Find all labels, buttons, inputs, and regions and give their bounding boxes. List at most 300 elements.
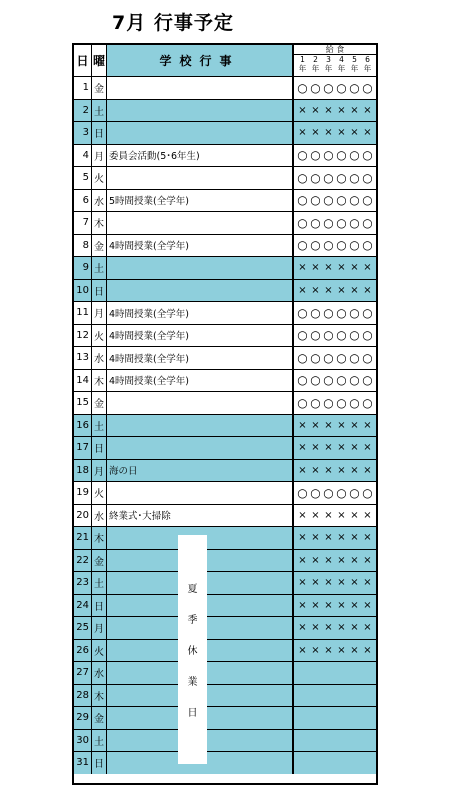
meal-none-mark: × [337, 532, 346, 544]
table-row [74, 346, 376, 369]
day-cell: 2 [74, 100, 92, 122]
meal-served-mark: ○ [362, 170, 373, 185]
meal-none-mark: × [337, 127, 346, 139]
table-row [74, 166, 376, 189]
meal-cell [294, 617, 376, 639]
event-cell: 終業式･大掃除 [107, 505, 294, 527]
day-cell: 26 [74, 640, 92, 662]
grade-unit: 年 [363, 64, 372, 73]
meal-none-mark: × [311, 262, 320, 274]
day-cell: 7 [74, 212, 92, 234]
day-cell: 14 [74, 370, 92, 392]
event-cell [107, 280, 294, 302]
meal-served-mark: ○ [362, 238, 373, 253]
weekday-cell: 水 [92, 190, 107, 212]
meal-none-mark: × [324, 577, 333, 589]
weekday-cell: 月 [92, 617, 107, 639]
meal-cell [294, 595, 376, 617]
grade-number: 3 [326, 55, 331, 64]
table-row [74, 729, 376, 752]
table-row [74, 639, 376, 662]
day-cell: 1 [74, 77, 92, 99]
header-day: 日 [74, 45, 92, 76]
meal-none-mark: × [311, 127, 320, 139]
day-cell: 30 [74, 730, 92, 752]
meal-none-mark: × [350, 554, 359, 566]
meal-served-mark: ○ [323, 305, 334, 320]
meal-served-mark: ○ [297, 373, 308, 388]
table-row [74, 571, 376, 594]
meal-served-mark: ○ [349, 395, 360, 410]
meal-none-mark: × [298, 599, 307, 611]
meal-none-mark: × [298, 284, 307, 296]
meal-served-mark: ○ [362, 395, 373, 410]
event-cell [107, 100, 294, 122]
meal-served-mark: ○ [323, 350, 334, 365]
meal-none-mark: × [324, 599, 333, 611]
event-cell [107, 212, 294, 234]
day-cell: 24 [74, 595, 92, 617]
table-row [74, 414, 376, 437]
meal-none-mark: × [311, 419, 320, 431]
table-row [74, 526, 376, 549]
meal-cell [294, 437, 376, 459]
day-cell: 31 [74, 752, 92, 774]
meal-none-mark: × [337, 419, 346, 431]
meal-served-mark: ○ [323, 80, 334, 95]
meal-cell [294, 145, 376, 167]
meal-cell [294, 392, 376, 414]
table-row [74, 436, 376, 459]
table-row [74, 279, 376, 302]
meal-cell [294, 662, 376, 684]
schedule-table [72, 43, 378, 785]
meal-served-mark: ○ [336, 238, 347, 253]
meal-cell [294, 280, 376, 302]
meal-served-mark: ○ [323, 373, 334, 388]
meal-none-mark: × [311, 509, 320, 521]
table-row [74, 459, 376, 482]
meal-none-mark: × [337, 464, 346, 476]
meal-none-mark: × [337, 284, 346, 296]
summer-vacation-label [178, 535, 207, 764]
meal-cell [294, 77, 376, 99]
event-cell [107, 392, 294, 414]
meal-served-mark: ○ [297, 170, 308, 185]
day-cell: 17 [74, 437, 92, 459]
meal-none-mark: × [363, 509, 372, 521]
grade-unit: 年 [311, 64, 320, 73]
meal-none-mark: × [337, 554, 346, 566]
meal-served-mark: ○ [349, 80, 360, 95]
event-cell [107, 167, 294, 189]
weekday-cell: 月 [92, 460, 107, 482]
meal-served-mark: ○ [310, 215, 321, 230]
meal-none-mark: × [337, 262, 346, 274]
meal-none-mark: × [350, 577, 359, 589]
meal-none-mark: × [363, 464, 372, 476]
meal-served-mark: ○ [349, 215, 360, 230]
meal-served-mark: ○ [310, 170, 321, 185]
meal-none-mark: × [350, 262, 359, 274]
meal-served-mark: ○ [310, 305, 321, 320]
meal-served-mark: ○ [362, 485, 373, 500]
grade-number: 4 [339, 55, 344, 64]
meal-cell [294, 730, 376, 752]
day-cell: 20 [74, 505, 92, 527]
weekday-cell: 木 [92, 527, 107, 549]
summer-label-char: 業 [187, 677, 198, 688]
grade-header [336, 55, 348, 73]
meal-none-mark: × [350, 442, 359, 454]
meal-none-mark: × [350, 532, 359, 544]
day-cell: 12 [74, 325, 92, 347]
event-cell: 4時間授業(全学年) [107, 325, 294, 347]
event-cell [107, 482, 294, 504]
meal-none-mark: × [298, 532, 307, 544]
meal-cell [294, 505, 376, 527]
meal-none-mark: × [350, 104, 359, 116]
meal-none-mark: × [324, 622, 333, 634]
meal-served-mark: ○ [362, 373, 373, 388]
weekday-cell: 土 [92, 257, 107, 279]
meal-none-mark: × [363, 532, 372, 544]
day-cell: 9 [74, 257, 92, 279]
day-cell: 29 [74, 707, 92, 729]
meal-none-mark: × [298, 644, 307, 656]
meal-cell [294, 640, 376, 662]
meal-none-mark: × [311, 442, 320, 454]
meal-served-mark: ○ [336, 395, 347, 410]
meal-cell [294, 302, 376, 324]
day-cell: 3 [74, 122, 92, 144]
meal-served-mark: ○ [349, 193, 360, 208]
meal-none-mark: × [363, 442, 372, 454]
event-cell: 4時間授業(全学年) [107, 302, 294, 324]
meal-served-mark: ○ [297, 238, 308, 253]
meal-served-mark: ○ [349, 328, 360, 343]
meal-served-mark: ○ [349, 170, 360, 185]
meal-served-mark: ○ [297, 148, 308, 163]
meal-none-mark: × [337, 104, 346, 116]
meal-none-mark: × [298, 464, 307, 476]
meal-none-mark: × [311, 554, 320, 566]
grade-header [349, 55, 361, 73]
grade-header [310, 55, 322, 73]
table-row [74, 211, 376, 234]
table-row [74, 706, 376, 729]
event-cell: 4時間授業(全学年) [107, 235, 294, 257]
event-cell: 4時間授業(全学年) [107, 347, 294, 369]
meal-none-mark: × [298, 127, 307, 139]
weekday-cell: 金 [92, 77, 107, 99]
table-row [74, 189, 376, 212]
event-cell: 5時間授業(全学年) [107, 190, 294, 212]
day-cell: 10 [74, 280, 92, 302]
meal-served-mark: ○ [336, 328, 347, 343]
event-cell [107, 122, 294, 144]
weekday-cell: 月 [92, 145, 107, 167]
table-row [74, 121, 376, 144]
summer-label-char: 日 [187, 708, 198, 719]
day-cell: 15 [74, 392, 92, 414]
meal-title: 給 食 [294, 45, 376, 55]
meal-served-mark: ○ [310, 328, 321, 343]
weekday-cell: 土 [92, 572, 107, 594]
meal-cell [294, 212, 376, 234]
table-row [74, 751, 376, 774]
meal-cell [294, 325, 376, 347]
meal-served-mark: ○ [349, 305, 360, 320]
meal-served-mark: ○ [349, 350, 360, 365]
meal-none-mark: × [311, 622, 320, 634]
meal-cell [294, 122, 376, 144]
meal-served-mark: ○ [336, 170, 347, 185]
weekday-cell: 水 [92, 505, 107, 527]
day-cell: 19 [74, 482, 92, 504]
event-cell: 海の日 [107, 460, 294, 482]
event-cell [107, 437, 294, 459]
meal-none-mark: × [350, 464, 359, 476]
meal-none-mark: × [311, 644, 320, 656]
meal-served-mark: ○ [362, 305, 373, 320]
meal-cell [294, 167, 376, 189]
meal-none-mark: × [324, 284, 333, 296]
meal-none-mark: × [311, 464, 320, 476]
summer-label-char: 夏 [187, 584, 198, 595]
weekday-cell: 土 [92, 415, 107, 437]
meal-served-mark: ○ [323, 170, 334, 185]
meal-none-mark: × [324, 104, 333, 116]
weekday-cell: 日 [92, 280, 107, 302]
meal-cell [294, 707, 376, 729]
meal-served-mark: ○ [362, 215, 373, 230]
day-cell: 27 [74, 662, 92, 684]
meal-none-mark: × [311, 577, 320, 589]
grade-unit: 年 [350, 64, 359, 73]
meal-cell [294, 685, 376, 707]
table-row [74, 324, 376, 347]
grade-number: 1 [300, 55, 305, 64]
meal-cell [294, 100, 376, 122]
meal-none-mark: × [350, 644, 359, 656]
meal-served-mark: ○ [336, 305, 347, 320]
table-row [74, 99, 376, 122]
meal-served-mark: ○ [336, 148, 347, 163]
table-row [74, 76, 376, 99]
meal-served-mark: ○ [349, 148, 360, 163]
meal-none-mark: × [324, 419, 333, 431]
meal-served-mark: ○ [336, 80, 347, 95]
summer-label-char: 休 [187, 646, 198, 657]
event-cell [107, 77, 294, 99]
table-row [74, 256, 376, 279]
meal-cell [294, 257, 376, 279]
meal-none-mark: × [298, 104, 307, 116]
meal-served-mark: ○ [297, 328, 308, 343]
meal-none-mark: × [350, 284, 359, 296]
header-events: 学校行事 [107, 45, 294, 76]
table-row [74, 661, 376, 684]
meal-none-mark: × [324, 509, 333, 521]
meal-none-mark: × [324, 464, 333, 476]
weekday-cell: 木 [92, 370, 107, 392]
header-weekday: 曜 [92, 45, 107, 76]
meal-served-mark: ○ [310, 485, 321, 500]
weekday-cell: 金 [92, 392, 107, 414]
meal-served-mark: ○ [323, 238, 334, 253]
meal-none-mark: × [350, 419, 359, 431]
weekday-cell: 土 [92, 730, 107, 752]
meal-served-mark: ○ [336, 485, 347, 500]
weekday-cell: 木 [92, 212, 107, 234]
meal-none-mark: × [311, 532, 320, 544]
meal-served-mark: ○ [310, 80, 321, 95]
day-cell: 23 [74, 572, 92, 594]
weekday-cell: 水 [92, 662, 107, 684]
grade-unit: 年 [324, 64, 333, 73]
weekday-cell: 金 [92, 235, 107, 257]
meal-served-mark: ○ [336, 373, 347, 388]
meal-served-mark: ○ [362, 148, 373, 163]
meal-served-mark: ○ [297, 305, 308, 320]
summer-label-char: 季 [187, 615, 198, 626]
meal-none-mark: × [363, 284, 372, 296]
meal-served-mark: ○ [297, 350, 308, 365]
weekday-cell: 火 [92, 167, 107, 189]
meal-served-mark: ○ [297, 193, 308, 208]
table-row [74, 481, 376, 504]
meal-none-mark: × [298, 509, 307, 521]
meal-none-mark: × [324, 532, 333, 544]
meal-served-mark: ○ [310, 193, 321, 208]
meal-none-mark: × [363, 262, 372, 274]
grade-number: 2 [313, 55, 318, 64]
meal-none-mark: × [350, 127, 359, 139]
grade-unit: 年 [337, 64, 346, 73]
meal-none-mark: × [311, 599, 320, 611]
meal-served-mark: ○ [323, 395, 334, 410]
meal-none-mark: × [363, 127, 372, 139]
meal-none-mark: × [363, 104, 372, 116]
event-cell [107, 415, 294, 437]
meal-served-mark: ○ [297, 395, 308, 410]
meal-served-mark: ○ [336, 193, 347, 208]
meal-served-mark: ○ [323, 328, 334, 343]
meal-none-mark: × [324, 442, 333, 454]
meal-cell [294, 572, 376, 594]
table-row [74, 594, 376, 617]
meal-served-mark: ○ [297, 215, 308, 230]
meal-none-mark: × [350, 509, 359, 521]
meal-none-mark: × [363, 622, 372, 634]
grade-header [297, 55, 309, 73]
grade-header [362, 55, 374, 73]
grade-headers [294, 55, 376, 73]
table-row [74, 549, 376, 572]
weekday-cell: 火 [92, 640, 107, 662]
table-row [74, 301, 376, 324]
meal-cell [294, 347, 376, 369]
meal-served-mark: ○ [362, 80, 373, 95]
event-cell [107, 257, 294, 279]
meal-served-mark: ○ [362, 193, 373, 208]
weekday-cell: 月 [92, 302, 107, 324]
meal-none-mark: × [363, 554, 372, 566]
meal-served-mark: ○ [323, 485, 334, 500]
meal-none-mark: × [337, 599, 346, 611]
day-cell: 13 [74, 347, 92, 369]
meal-none-mark: × [324, 554, 333, 566]
weekday-cell: 水 [92, 347, 107, 369]
day-cell: 11 [74, 302, 92, 324]
meal-none-mark: × [363, 644, 372, 656]
header-meal [294, 45, 376, 76]
meal-served-mark: ○ [349, 485, 360, 500]
meal-none-mark: × [298, 577, 307, 589]
event-cell: 4時間授業(全学年) [107, 370, 294, 392]
meal-served-mark: ○ [297, 485, 308, 500]
weekday-cell: 金 [92, 707, 107, 729]
grade-unit: 年 [298, 64, 307, 73]
meal-none-mark: × [350, 599, 359, 611]
day-cell: 6 [74, 190, 92, 212]
meal-served-mark: ○ [323, 215, 334, 230]
day-cell: 18 [74, 460, 92, 482]
meal-none-mark: × [324, 262, 333, 274]
meal-none-mark: × [324, 127, 333, 139]
meal-none-mark: × [324, 644, 333, 656]
meal-cell [294, 190, 376, 212]
meal-served-mark: ○ [336, 215, 347, 230]
grade-number: 5 [352, 55, 357, 64]
meal-cell [294, 550, 376, 572]
meal-served-mark: ○ [323, 148, 334, 163]
meal-served-mark: ○ [349, 238, 360, 253]
day-cell: 25 [74, 617, 92, 639]
day-cell: 22 [74, 550, 92, 572]
meal-none-mark: × [363, 419, 372, 431]
grade-header [323, 55, 335, 73]
day-cell: 21 [74, 527, 92, 549]
meal-cell [294, 752, 376, 774]
meal-none-mark: × [363, 599, 372, 611]
meal-served-mark: ○ [336, 350, 347, 365]
meal-none-mark: × [298, 442, 307, 454]
weekday-cell: 日 [92, 437, 107, 459]
table-row [74, 684, 376, 707]
table-header [74, 45, 376, 76]
meal-served-mark: ○ [349, 373, 360, 388]
meal-cell [294, 415, 376, 437]
meal-none-mark: × [311, 284, 320, 296]
meal-none-mark: × [298, 419, 307, 431]
weekday-cell: 金 [92, 550, 107, 572]
table-row [74, 504, 376, 527]
day-cell: 8 [74, 235, 92, 257]
event-cell: 委員会活動(5･6年生) [107, 145, 294, 167]
grade-number: 6 [365, 55, 370, 64]
page-title: 7月 行事予定 [112, 12, 234, 34]
meal-none-mark: × [337, 442, 346, 454]
day-cell: 5 [74, 167, 92, 189]
weekday-cell: 木 [92, 685, 107, 707]
meal-none-mark: × [363, 577, 372, 589]
weekday-cell: 火 [92, 325, 107, 347]
weekday-cell: 日 [92, 122, 107, 144]
weekday-cell: 火 [92, 482, 107, 504]
meal-served-mark: ○ [310, 148, 321, 163]
